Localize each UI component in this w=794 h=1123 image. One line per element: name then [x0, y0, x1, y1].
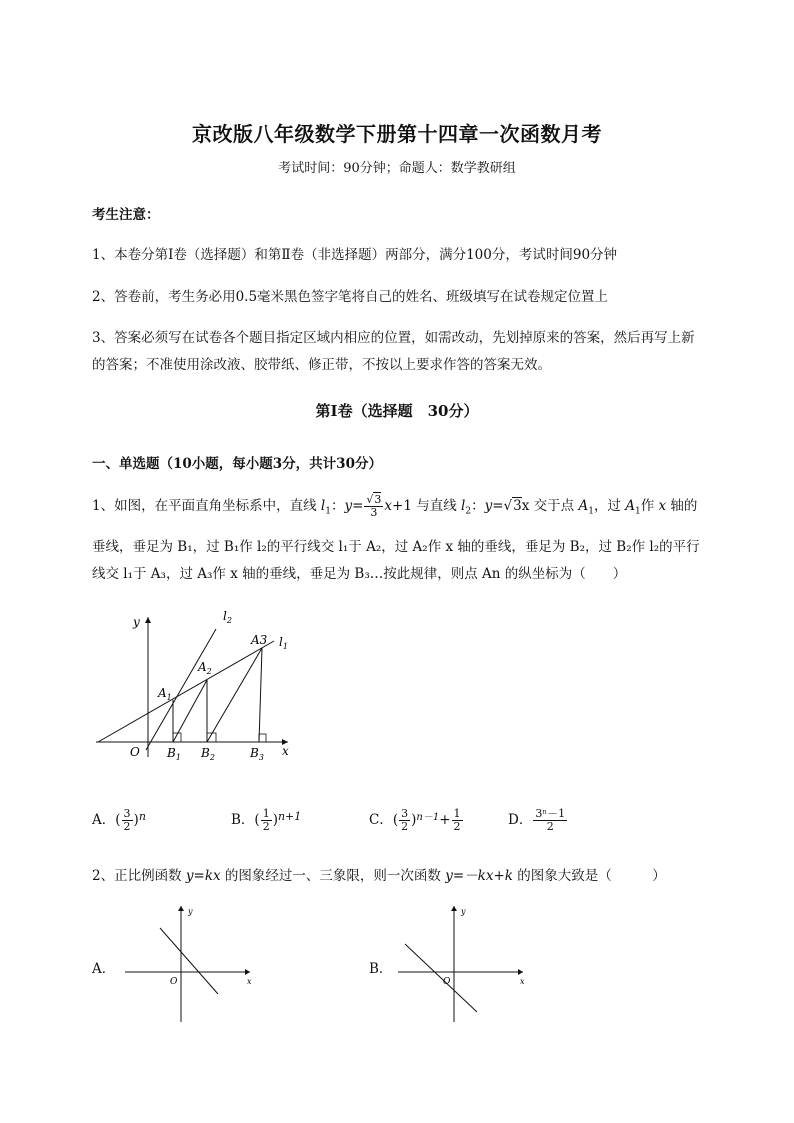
option-B[interactable]: B．( $\frac{1}{2}$ )$^{n+1}$	[231, 807, 302, 833]
perpendicular-A3B3	[259, 648, 262, 742]
svg-text:y: y	[188, 907, 193, 916]
q2-option-B-graph	[393, 900, 533, 1025]
A1-label: $A_1$	[158, 686, 172, 702]
option-D[interactable]: D． $\frac{\text{3ⁿ－1}}{2}$	[508, 807, 566, 833]
y-axis-label: y	[133, 615, 140, 629]
origin-label: O	[130, 745, 140, 759]
parallel-B2A3	[207, 648, 262, 742]
line-l2	[146, 629, 216, 750]
q2-option-B-label[interactable]: B．	[369, 961, 393, 977]
A3-label: A3	[251, 633, 268, 647]
B2-label: $B_2$	[201, 746, 215, 762]
l1-label: $l_1$	[279, 635, 288, 651]
question-1-line3: 线交 l₁于 A₃，过 A₃作 x 轴的垂线，垂足为 B₃…按此规律，则点 An 的纵坐标为（ ）	[92, 566, 627, 582]
notice-item-3-line1: 3、答案必须写在试卷各个题目指定区域内相应的位置，如需改动，先划掉原来的答案，然后再写上新	[92, 330, 695, 346]
notice-item-3-line2: 的答案；不准使用涂改液、胶带纸、修正带，不按以上要求作答的答案无效。	[92, 357, 551, 373]
question-2-text: 2、正比例函数 y=kx 的图象经过一、三象限，则一次函数 y=－kx+k 的图象大致是（ ）	[92, 868, 666, 884]
q2-option-A-graph	[120, 900, 260, 1025]
question-1-line2: 垂线，垂足为 B₁，过 B₁作 l₂的平行线交 l₁于 A₂，过 A₂作 x 轴的垂线，垂足为 B₂，过 B₂作 l₂的平行	[92, 539, 700, 555]
option-A[interactable]: A．( $\frac{3}{2}$ )$^n$	[92, 807, 146, 833]
B3-label: $B_3$	[250, 746, 264, 762]
function-line	[160, 928, 218, 994]
right-angle-mark-3	[259, 734, 266, 742]
notice-item-1: 1、本卷分第Ⅰ卷（选择题）和第Ⅱ卷（非选择题）两部分，满分100分，考试时间90分钟	[92, 247, 618, 263]
svg-text:x: x	[247, 977, 252, 986]
svg-text:x: x	[520, 977, 525, 986]
B1-label: $B_1$	[167, 746, 181, 762]
q2-option-A-label[interactable]: A．	[92, 961, 116, 977]
svg-text:y: y	[461, 907, 466, 916]
A2-label: $A_2$	[198, 660, 212, 676]
sqrt3-over-3-fraction: $\frac{√3}{3}$	[366, 493, 382, 519]
page-title: 京改版八年级数学下册第十四章一次函数月考	[192, 122, 602, 146]
question-1-figure	[92, 605, 302, 765]
question-1-line1: 1、如图，在平面直角坐标系中，直线 $l_1$：y= $\frac{√3}{3}$ x+1 与直线 $l_2$：y=√3x 交于点 $A_1$，过 $A_1$作 x 轴的	[92, 493, 698, 519]
notice-heading: 考生注意：	[92, 207, 160, 223]
section-title: 第Ⅰ卷（选择题 30分）	[315, 402, 479, 420]
function-line	[405, 944, 477, 1012]
line-l1	[98, 641, 274, 742]
l2-label: $l_2$	[223, 609, 232, 625]
part-heading: 一、单选题（10小题，每小题3分，共计30分）	[92, 456, 382, 472]
svg-text:O: O	[170, 977, 178, 987]
option-C[interactable]: C．( $\frac{3}{2}$ )$^{n-1}$+ $\frac{1}{2}$	[369, 807, 461, 833]
notice-item-2: 2、答卷前，考生务必用0.5毫米黑色签字笔将自己的姓名、班级填写在试卷规定位置上	[92, 289, 609, 305]
x-axis-label: x	[282, 744, 289, 758]
page-subtitle: 考试时间：90分钟；命题人：数学教研组	[278, 161, 516, 176]
svg-text:O: O	[443, 977, 451, 987]
